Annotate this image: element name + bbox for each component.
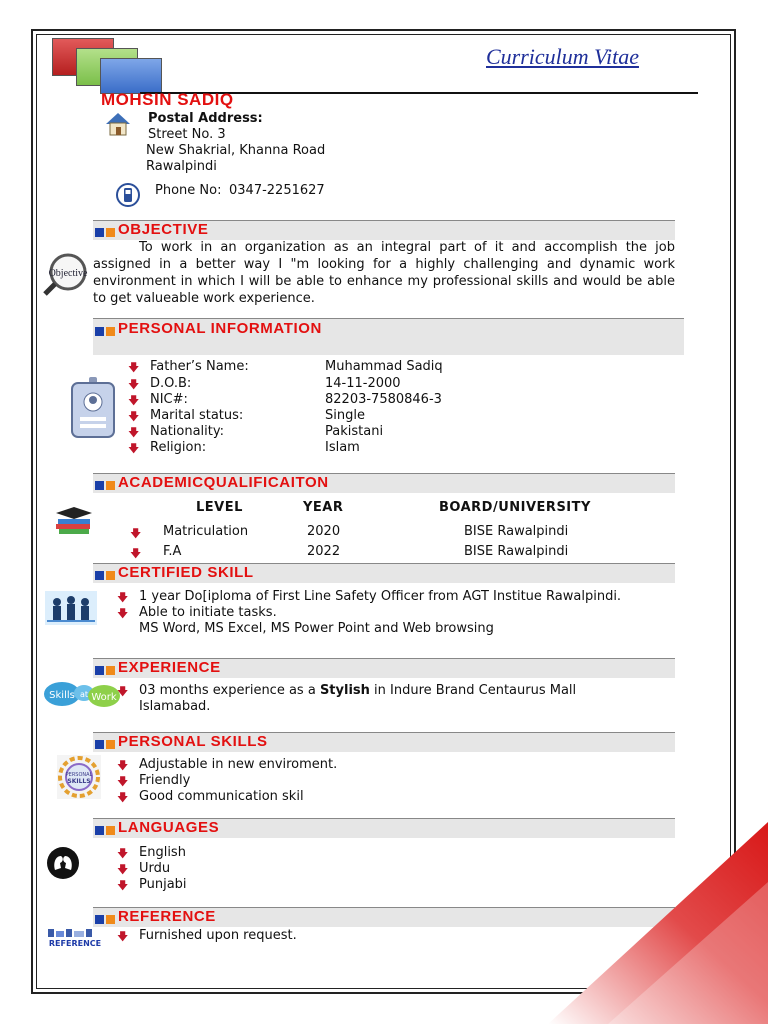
corner-decoration [548,822,768,1028]
info-value: Islam [325,440,360,455]
personal-skills-icon-label: PERSONAL [65,772,93,778]
objective-magnifier-icon [42,252,92,300]
language-item: Urdu [139,861,171,876]
team-icon [45,591,97,629]
academic-cell: 2022 [307,544,341,559]
bullet-arrow-icon: 🡇 [117,759,129,772]
id-badge-icon [70,377,116,443]
section-square-icon [106,481,115,490]
section-square-icon [95,571,104,580]
personal-skill: Good communication skil [139,789,304,804]
personal-skill: Adjustable in new enviroment. [139,757,338,772]
bullet-arrow-icon: 🡇 [128,378,140,391]
section-header-certified [93,563,675,583]
section-header-objective [93,220,675,240]
header-block-blue [100,58,162,94]
section-square-icon [106,228,115,237]
address-line: Rawalpindi [146,159,217,174]
section-title: PERSONAL SKILLS [118,733,268,750]
bullet-arrow-icon: 🡇 [117,879,129,892]
info-label: Religion: [150,440,207,455]
section-square-icon [95,826,104,835]
academic-cell: F.A [163,544,182,559]
bullet-arrow-icon: 🡇 [130,527,142,540]
address-line: New Shakrial, Khanna Road [146,143,326,158]
section-title: REFERENCE [118,908,216,925]
bullet-arrow-icon: 🡇 [117,930,129,943]
language-item: English [139,845,186,860]
section-square-icon [106,327,115,336]
section-square-icon [95,228,104,237]
certified-item: Able to initiate tasks. [139,605,277,620]
bullet-arrow-icon: 🡇 [128,442,140,455]
academic-cell: BISE Rawalpindi [464,524,569,539]
experience-line [139,683,576,699]
section-header-academic [93,473,675,493]
certified-extra: MS Word, MS Excel, MS Power Point and Web browsing [139,621,494,636]
section-square-icon [95,481,104,490]
bullet-arrow-icon: 🡇 [117,775,129,788]
reference-icon [46,929,104,953]
section-square-icon [106,666,115,675]
bullet-arrow-icon: 🡇 [117,863,129,876]
reference-icon-label: REFERENCE [48,939,102,948]
info-label: NIC#: [150,392,188,407]
certified-item: 1 year Do[iploma of First Line Safety Officer from AGT Institue Rawalpindi. [139,589,622,604]
info-value: Single [325,408,365,423]
phone-number: 0347-2251627 [229,183,325,198]
info-value: 82203-7580846-3 [325,392,442,407]
candidate-name: MOHSIN SADIQ [101,90,234,109]
section-title: PERSONAL INFORMATION [118,320,322,337]
house-icon [103,110,133,142]
academic-cell: BISE Rawalpindi [464,544,569,559]
books-icon [52,505,96,541]
bullet-arrow-icon: 🡇 [128,410,140,423]
personal-skills-icon-label: SKILLS [67,778,91,785]
objective-icon-label: Objective [48,268,88,279]
bullet-arrow-icon: 🡇 [117,847,129,860]
experience-line-2: Islamabad. [139,699,211,714]
academic-header-board: BOARD/UNIVERSITY [439,500,591,515]
info-value: 14-11-2000 [325,376,401,391]
bullet-arrow-icon: 🡇 [117,791,129,804]
bullet-arrow-icon: 🡇 [128,361,140,374]
section-header-personal-info [93,318,684,355]
skills-icon-label: at [79,690,89,699]
bullet-arrow-icon: 🡇 [117,685,129,698]
skills-at-work-icon [44,681,120,713]
personal-skill: Friendly [139,773,191,788]
academic-cell: 2020 [307,524,341,539]
skills-icon-label: Skills [49,690,75,701]
section-header-personal-skills [93,732,675,752]
section-square-icon [106,740,115,749]
info-label: Father’s Name: [150,359,249,374]
info-label: Marital status: [150,408,244,423]
bullet-arrow-icon: 🡇 [130,547,142,560]
phone-icon [115,182,141,212]
section-title: LANGUAGES [118,819,220,836]
cv-title: Curriculum Vitae [486,44,639,69]
skills-icon-label: Work [91,692,117,703]
section-square-icon [106,826,115,835]
section-square-icon [95,915,104,924]
academic-header-level: LEVEL [196,500,243,515]
personal-skills-icon [57,755,101,803]
info-value: Muhammad Sadiq [325,359,443,374]
section-title: EXPERIENCE [118,659,221,676]
bullet-arrow-icon: 🡇 [117,591,129,604]
objective-text: To work in an organization as an integral part of it and accomplish the job assigned in a better way I "m looking for a highly challenging and dynamic work environment in which I will be able to enhance my professional skills and would be able to get valueable work experience. [93,240,675,306]
section-header-experience [93,658,675,678]
section-square-icon [95,740,104,749]
speaking-heads-icon [46,846,80,884]
section-title: CERTIFIED SKILL [118,564,254,581]
phone-label: Phone No: [155,183,222,198]
section-square-icon [106,571,115,580]
address-line: Street No. 3 [148,127,226,142]
section-title: ACADEMICQUALIFICAITON [118,474,329,491]
section-title: OBJECTIVE [118,221,209,238]
section-square-icon [95,666,104,675]
language-item: Punjabi [139,877,187,892]
experience-role: Stylish [319,683,370,698]
section-square-icon [106,915,115,924]
info-label: Nationality: [150,424,225,439]
experience-text: 03 months experience as a [139,683,320,698]
postal-label: Postal Address: [148,111,263,126]
bullet-arrow-icon: 🡇 [128,394,140,407]
section-square-icon [95,327,104,336]
bullet-arrow-icon: 🡇 [117,607,129,620]
info-value: Pakistani [325,424,384,439]
experience-text: in Indure Brand Centaurus Mall [369,683,577,698]
bullet-arrow-icon: 🡇 [128,426,140,439]
academic-cell: Matriculation [163,524,249,539]
academic-header-year: YEAR [303,500,344,515]
info-label: D.O.B: [150,376,192,391]
reference-item: Furnished upon request. [139,928,297,943]
